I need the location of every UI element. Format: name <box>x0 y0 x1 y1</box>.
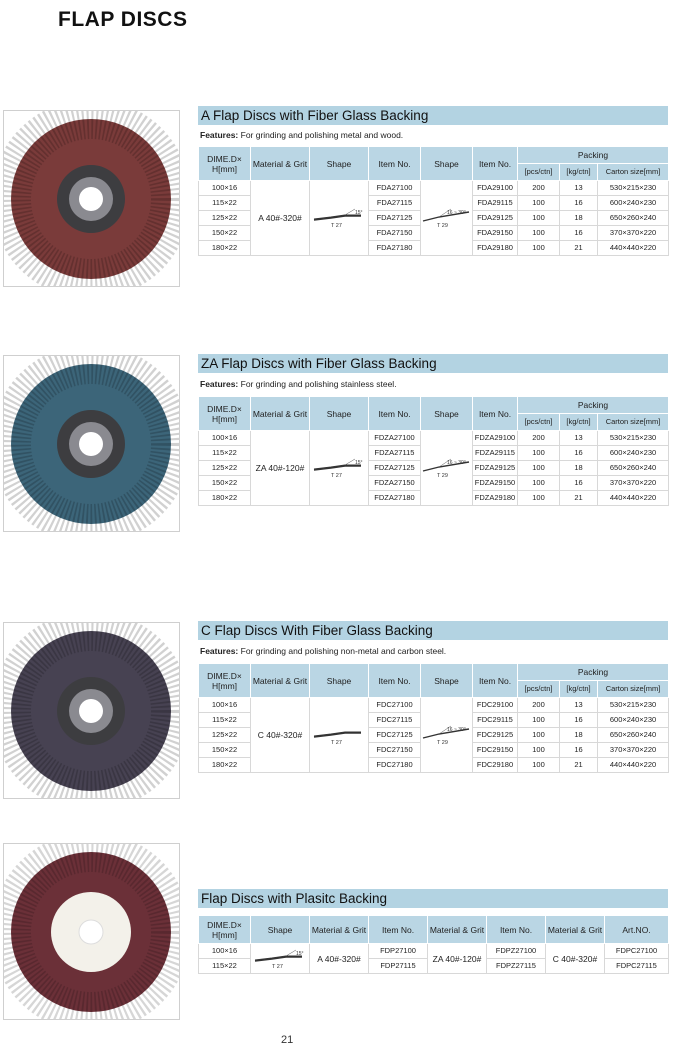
header-carton: Carton size[mm] <box>598 681 669 698</box>
kg-cell: 13 <box>560 698 598 713</box>
kg-cell: 16 <box>560 476 598 491</box>
header-kg: [kg/ctn] <box>560 414 598 431</box>
item-no-cell: FDC27100 <box>369 698 421 713</box>
header-shape: Shape <box>421 664 473 698</box>
header-material: Material & Grit <box>428 916 487 944</box>
pcs-cell: 100 <box>518 461 560 476</box>
flap-disc-image <box>4 844 179 1019</box>
carton-cell: 370×370×220 <box>598 743 669 758</box>
svg-text:T 29: T 29 <box>437 223 448 229</box>
item-no-cell: FDA27150 <box>369 226 421 241</box>
item-no-cell: FDA29115 <box>473 196 518 211</box>
kg-cell: 21 <box>560 491 598 506</box>
material-cell: ZA 40#-120# <box>428 944 487 974</box>
item-no-cell: FDC27115 <box>369 713 421 728</box>
item-no-cell: FDZA27150 <box>369 476 421 491</box>
svg-text:16 ~ 30°: 16 ~ 30° <box>447 727 466 733</box>
section-title: C Flap Discs With Fiber Glass Backing <box>198 621 668 640</box>
header-shape: Shape <box>421 397 473 431</box>
pcs-cell: 100 <box>518 241 560 256</box>
kg-cell: 18 <box>560 728 598 743</box>
header-item-no: Item No. <box>369 147 421 181</box>
header-pcs: [pcs/ctn] <box>518 681 560 698</box>
material-cell: A 40#-320# <box>251 181 310 256</box>
header-art-no: Art.NO. <box>605 916 669 944</box>
item-no-cell: FDC27125 <box>369 728 421 743</box>
svg-text:16 ~ 30°: 16 ~ 30° <box>447 210 466 216</box>
item-no-cell: FDC29125 <box>473 728 518 743</box>
section-title: A Flap Discs with Fiber Glass Backing <box>198 106 668 125</box>
carton-cell: 600×240×230 <box>598 713 669 728</box>
svg-text:T 27: T 27 <box>272 963 283 970</box>
flap-disc-image <box>4 111 179 286</box>
product-photo-plastic-flap-disc <box>3 843 180 1020</box>
section-title: ZA Flap Discs with Fiber Glass Backing <box>198 354 668 373</box>
carton-cell: 370×370×220 <box>598 476 669 491</box>
header-kg: [kg/ctn] <box>560 164 598 181</box>
pcs-cell: 200 <box>518 431 560 446</box>
item-no-cell: FDP27100 <box>369 944 428 959</box>
carton-cell: 440×440×220 <box>598 491 669 506</box>
t27-shape-icon <box>252 947 308 971</box>
svg-text:T 27: T 27 <box>331 223 342 229</box>
pcs-cell: 100 <box>518 226 560 241</box>
svg-text:T 29: T 29 <box>437 473 448 479</box>
header-material: Material & Grit <box>251 397 310 431</box>
header-dime: DIME.D× H[mm] <box>199 397 251 431</box>
t27-shape-cell <box>310 698 369 773</box>
kg-cell: 21 <box>560 241 598 256</box>
item-no-cell: FDPZ27100 <box>487 944 546 959</box>
t27-shape-cell <box>251 944 310 974</box>
item-no-cell: FDZA29100 <box>473 431 518 446</box>
header-dime: DIME.D× H[mm] <box>199 664 251 698</box>
flap-disc-image <box>4 356 179 531</box>
kg-cell: 13 <box>560 181 598 196</box>
header-kg: [kg/ctn] <box>560 681 598 698</box>
svg-text:T 27: T 27 <box>331 473 342 479</box>
carton-cell: 530×215×230 <box>598 181 669 196</box>
carton-cell: 440×440×220 <box>598 241 669 256</box>
t27-shape-icon <box>311 206 367 230</box>
dim-cell: 115×22 <box>199 196 251 211</box>
item-no-cell: FDC29115 <box>473 713 518 728</box>
item-no-cell: FDC27150 <box>369 743 421 758</box>
carton-cell: 370×370×220 <box>598 226 669 241</box>
pcs-cell: 100 <box>518 211 560 226</box>
header-item-no: Item No. <box>369 664 421 698</box>
kg-cell: 16 <box>560 446 598 461</box>
page-number: 21 <box>281 1034 294 1046</box>
item-no-cell: FDA29100 <box>473 181 518 196</box>
header-carton: Carton size[mm] <box>598 414 669 431</box>
carton-cell: 440×440×220 <box>598 758 669 773</box>
header-shape: Shape <box>310 147 369 181</box>
header-item-no: Item No. <box>487 916 546 944</box>
product-photo-a-flap-disc <box>3 110 180 287</box>
kg-cell: 16 <box>560 713 598 728</box>
dim-cell: 150×22 <box>199 743 251 758</box>
item-no-cell: FDA29150 <box>473 226 518 241</box>
header-packing: Packing <box>518 397 669 414</box>
pcs-cell: 100 <box>518 713 560 728</box>
material-cell: C 40#-320# <box>546 944 605 974</box>
header-material: Material & Grit <box>251 664 310 698</box>
spec-table-c <box>198 663 669 773</box>
svg-text:16 ~ 30°: 16 ~ 30° <box>447 460 466 466</box>
pcs-cell: 200 <box>518 698 560 713</box>
t29-shape-icon <box>421 723 473 747</box>
svg-text:T 27: T 27 <box>331 740 342 746</box>
item-no-cell: FDZA29150 <box>473 476 518 491</box>
header-material: Material & Grit <box>310 916 369 944</box>
pcs-cell: 100 <box>518 446 560 461</box>
header-material: Material & Grit <box>546 916 605 944</box>
svg-text:15°: 15° <box>296 950 304 957</box>
dim-cell: 125×22 <box>199 728 251 743</box>
item-no-cell: FDA29125 <box>473 211 518 226</box>
item-no-cell: FDZA27180 <box>369 491 421 506</box>
pcs-cell: 100 <box>518 196 560 211</box>
flap-disc-image <box>4 623 179 798</box>
item-no-cell: FDZA27100 <box>369 431 421 446</box>
dim-cell: 150×22 <box>199 476 251 491</box>
spec-table-a <box>198 146 669 256</box>
dim-cell: 100×16 <box>199 698 251 713</box>
t27-shape-icon <box>311 456 367 480</box>
item-no-cell: FDA27180 <box>369 241 421 256</box>
carton-cell: 650×260×240 <box>598 461 669 476</box>
carton-cell: 600×240×230 <box>598 196 669 211</box>
svg-text:T 29: T 29 <box>437 740 448 746</box>
item-no-cell: FDPZ27115 <box>487 959 546 974</box>
dim-cell: 115×22 <box>199 446 251 461</box>
kg-cell: 16 <box>560 196 598 211</box>
item-no-cell: FDZA29180 <box>473 491 518 506</box>
t27-shape-icon <box>311 723 367 747</box>
item-no-cell: FDC27180 <box>369 758 421 773</box>
spec-table-plastic <box>198 915 669 974</box>
header-pcs: [pcs/ctn] <box>518 164 560 181</box>
t27-shape-cell <box>310 181 369 256</box>
header-material: Material & Grit <box>251 147 310 181</box>
pcs-cell: 100 <box>518 491 560 506</box>
header-shape: Shape <box>251 916 310 944</box>
features-text: Features: For grinding and polishing metal and wood. <box>200 130 404 140</box>
header-item-no: Item No. <box>473 397 518 431</box>
item-no-cell: FDC29180 <box>473 758 518 773</box>
kg-cell: 16 <box>560 226 598 241</box>
dim-cell: 180×22 <box>199 241 251 256</box>
header-item-no: Item No. <box>473 147 518 181</box>
item-no-cell: FDA27125 <box>369 211 421 226</box>
header-shape: Shape <box>421 147 473 181</box>
dim-cell: 115×22 <box>199 959 251 974</box>
pcs-cell: 200 <box>518 181 560 196</box>
pcs-cell: 100 <box>518 476 560 491</box>
product-photo-c-flap-disc <box>3 622 180 799</box>
dim-cell: 150×22 <box>199 226 251 241</box>
header-shape: Shape <box>310 397 369 431</box>
item-no-cell: FDA29180 <box>473 241 518 256</box>
header-packing: Packing <box>518 664 669 681</box>
art-no-cell: FDPC27115 <box>605 959 669 974</box>
spec-table-za <box>198 396 669 506</box>
pcs-cell: 100 <box>518 743 560 758</box>
kg-cell: 18 <box>560 211 598 226</box>
dim-cell: 100×16 <box>199 431 251 446</box>
carton-cell: 650×260×240 <box>598 211 669 226</box>
item-no-cell: FDZA27115 <box>369 446 421 461</box>
item-no-cell: FDZA29115 <box>473 446 518 461</box>
pcs-cell: 100 <box>518 728 560 743</box>
features-text: Features: For grinding and polishing non-metal and carbon steel. <box>200 646 447 656</box>
header-dime: DIME.D× H[mm] <box>199 147 251 181</box>
material-cell: ZA 40#-120# <box>251 431 310 506</box>
header-packing: Packing <box>518 147 669 164</box>
item-no-cell: FDZA29125 <box>473 461 518 476</box>
svg-text:15°: 15° <box>355 460 363 466</box>
header-item-no: Item No. <box>369 916 428 944</box>
item-no-cell: FDC29150 <box>473 743 518 758</box>
material-cell: C 40#-320# <box>251 698 310 773</box>
dim-cell: 115×22 <box>199 713 251 728</box>
t29-shape-cell <box>421 698 473 773</box>
item-no-cell: FDZA27125 <box>369 461 421 476</box>
t29-shape-cell <box>421 181 473 256</box>
item-no-cell: FDP27115 <box>369 959 428 974</box>
art-no-cell: FDPC27100 <box>605 944 669 959</box>
dim-cell: 125×22 <box>199 211 251 226</box>
t29-shape-icon <box>421 456 473 480</box>
item-no-cell: FDA27115 <box>369 196 421 211</box>
kg-cell: 18 <box>560 461 598 476</box>
carton-cell: 530×215×230 <box>598 698 669 713</box>
header-dime: DIME.D× H[mm] <box>199 916 251 944</box>
header-item-no: Item No. <box>473 664 518 698</box>
t27-shape-cell <box>310 431 369 506</box>
kg-cell: 13 <box>560 431 598 446</box>
dim-cell: 100×16 <box>199 944 251 959</box>
dim-cell: 180×22 <box>199 491 251 506</box>
kg-cell: 16 <box>560 743 598 758</box>
page-title: FLAP DISCS <box>58 8 188 31</box>
svg-text:15°: 15° <box>355 210 363 216</box>
section-title: Flap Discs with Plasitc Backing <box>198 889 668 908</box>
t29-shape-icon <box>421 206 473 230</box>
item-no-cell: FDC29100 <box>473 698 518 713</box>
carton-cell: 530×215×230 <box>598 431 669 446</box>
header-shape: Shape <box>310 664 369 698</box>
product-photo-za-flap-disc <box>3 355 180 532</box>
header-pcs: [pcs/ctn] <box>518 414 560 431</box>
pcs-cell: 100 <box>518 758 560 773</box>
item-no-cell: FDA27100 <box>369 181 421 196</box>
t29-shape-cell <box>421 431 473 506</box>
header-carton: Carton size[mm] <box>598 164 669 181</box>
kg-cell: 21 <box>560 758 598 773</box>
header-item-no: Item No. <box>369 397 421 431</box>
dim-cell: 125×22 <box>199 461 251 476</box>
features-text: Features: For grinding and polishing stainless steel. <box>200 379 397 389</box>
material-cell: A 40#-320# <box>310 944 369 974</box>
dim-cell: 180×22 <box>199 758 251 773</box>
dim-cell: 100×16 <box>199 181 251 196</box>
carton-cell: 600×240×230 <box>598 446 669 461</box>
carton-cell: 650×260×240 <box>598 728 669 743</box>
